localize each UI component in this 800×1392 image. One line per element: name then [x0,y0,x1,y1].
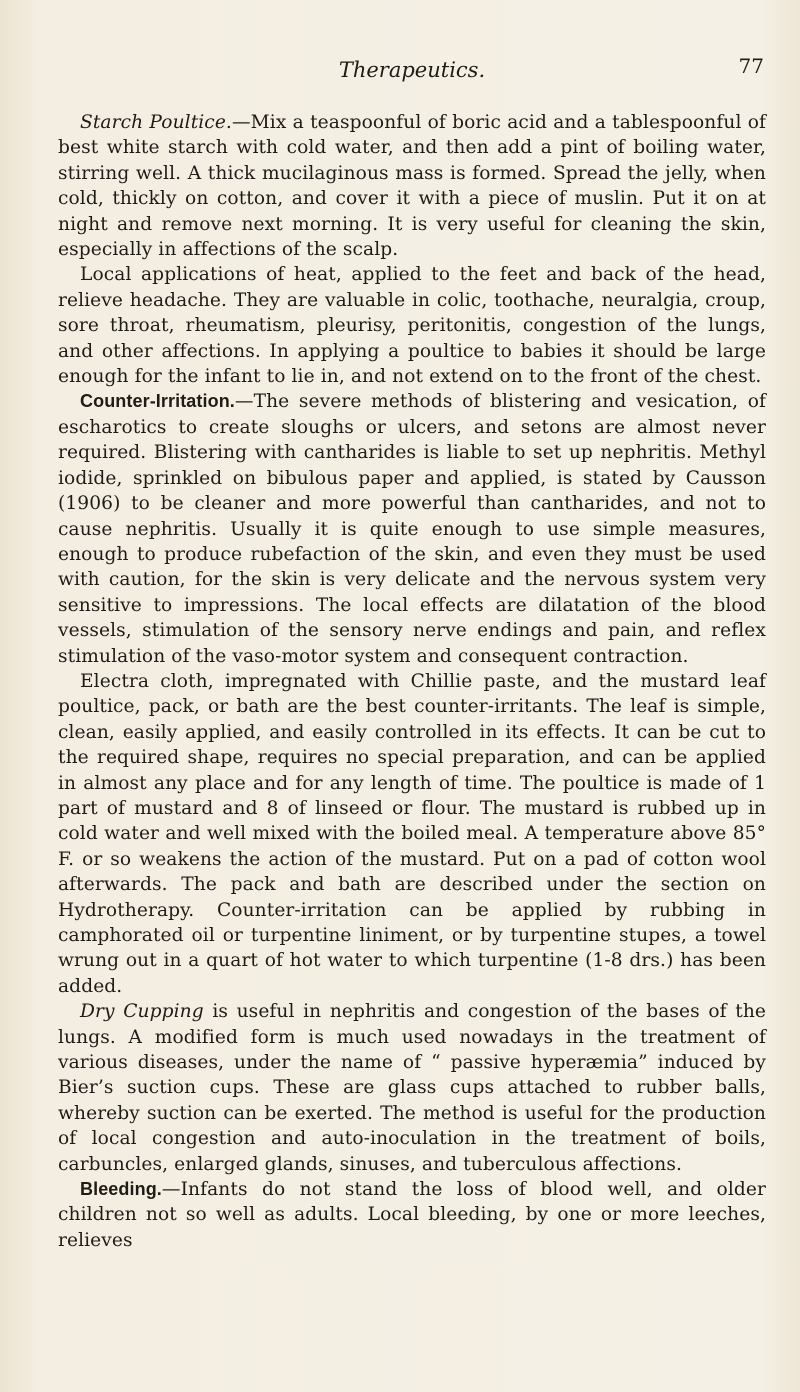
paragraph-dry-cupping [58,999,766,1177]
paragraph-text: —The severe methods of blistering and vesication, of escharotics to create sloughs or ulcers, and setons are almost never required. Blistering with cantharides is liable to set up nephritis. Methyl iodide, sprinkled on bibulous paper and applied, is stated by Causson (1906) to be cleaner and more powerful than cantharides, and not to cause nephritis. Usually it is quite enough to use simple measures, enough to produce rubefaction of the skin, and even they must be used with caution, for the skin is very delicate and the nervous system very sensitive to impressions. The local effects are dilatation of the blood vessels, stimulation of the sensory nerve endings and pain, and reflex stimulation of the vaso-motor system and consequent contraction. [58,391,766,667]
section-heading: Bleeding. [80,1179,162,1200]
paragraph-text: —Mix a teaspoonful of boric acid and a tablespoonful of best white starch with cold water, and then add a pint of boiling water, stirring well. A thick mucilaginous mass is formed. Spread the jelly, when cold, thickly on cotton, and cover it with a piece of muslin. Put it on at night and remove next morning. It is very useful for cleaning the skin, especially in affections of the scalp. [58,112,767,261]
paragraph-local-heat [58,262,766,389]
paragraph-electra-cloth [58,669,766,999]
paragraph-bleeding [58,1177,766,1253]
paragraph-text: Local applications of heat, applied to the feet and back of the head, relieve headache. They are valuable in colic, toothache, neuralgia, croup, sore throat, rheumatism, pleurisy, peritonitis, congestion of the lungs, and other affections. In applying a poultice to babies it should be large enough for the infant to lie in, and not extend on to the front of the chest. [58,264,766,388]
page-number: 77 [738,54,764,78]
page-header [58,44,766,84]
body-text [58,110,766,1253]
running-title: Therapeutics. [338,58,486,82]
paragraph-counter-irritation [58,389,766,668]
paragraph-heading: Starch Poultice. [80,112,232,133]
paragraph-starch-poultice [58,110,766,262]
paragraph-heading: Dry Cupping [80,1001,204,1023]
paragraph-text: is useful in nephritis and congestion of the bases of the lungs. A modified form is much used nowadays in the treatment of various diseases, under the name of “ passive hyperæmia” induced by Bier’s suction cups. These are glass cups attached to rubber balls, whereby suction can be exerted. The method is useful for the production of local congestion and auto-inoculation in the treatment of boils, carbuncles, enlarged glands, sinuses, and tuberculous affections. [58,1001,766,1175]
paragraph-text: —Infants do not stand the loss of blood well, and older children not so well as adults. Local bleeding, by one or more leeches, relieves [58,1179,766,1251]
paragraph-text: Electra cloth, impregnated with Chillie paste, and the mustard leaf poultice, pack, or bath are the best counter-irritants. The leaf is simple, clean, easily applied, and easily controlled in its effects. It can be cut to the required shape, requires no special preparation, and can be applied in almost any place and for any length of time. The poultice is made of 1 part of mustard and 8 of linseed or flour. The mustard is rubbed up in cold water and well mixed with the boiled meal. A temperature above 85° F. or so weakens the action of the mustard. Put on a pad of cotton wool afterwards. The pack and bath are described under the section on Hydrotherapy. Counter-irritation can be applied by rubbing in camphorated oil or turpentine liniment, or by turpentine stupes, a towel wrung out in a quart of hot water to which turpentine (1-8 drs.) has been added. [58,670,766,997]
section-heading: Counter-Irritation. [80,391,235,412]
